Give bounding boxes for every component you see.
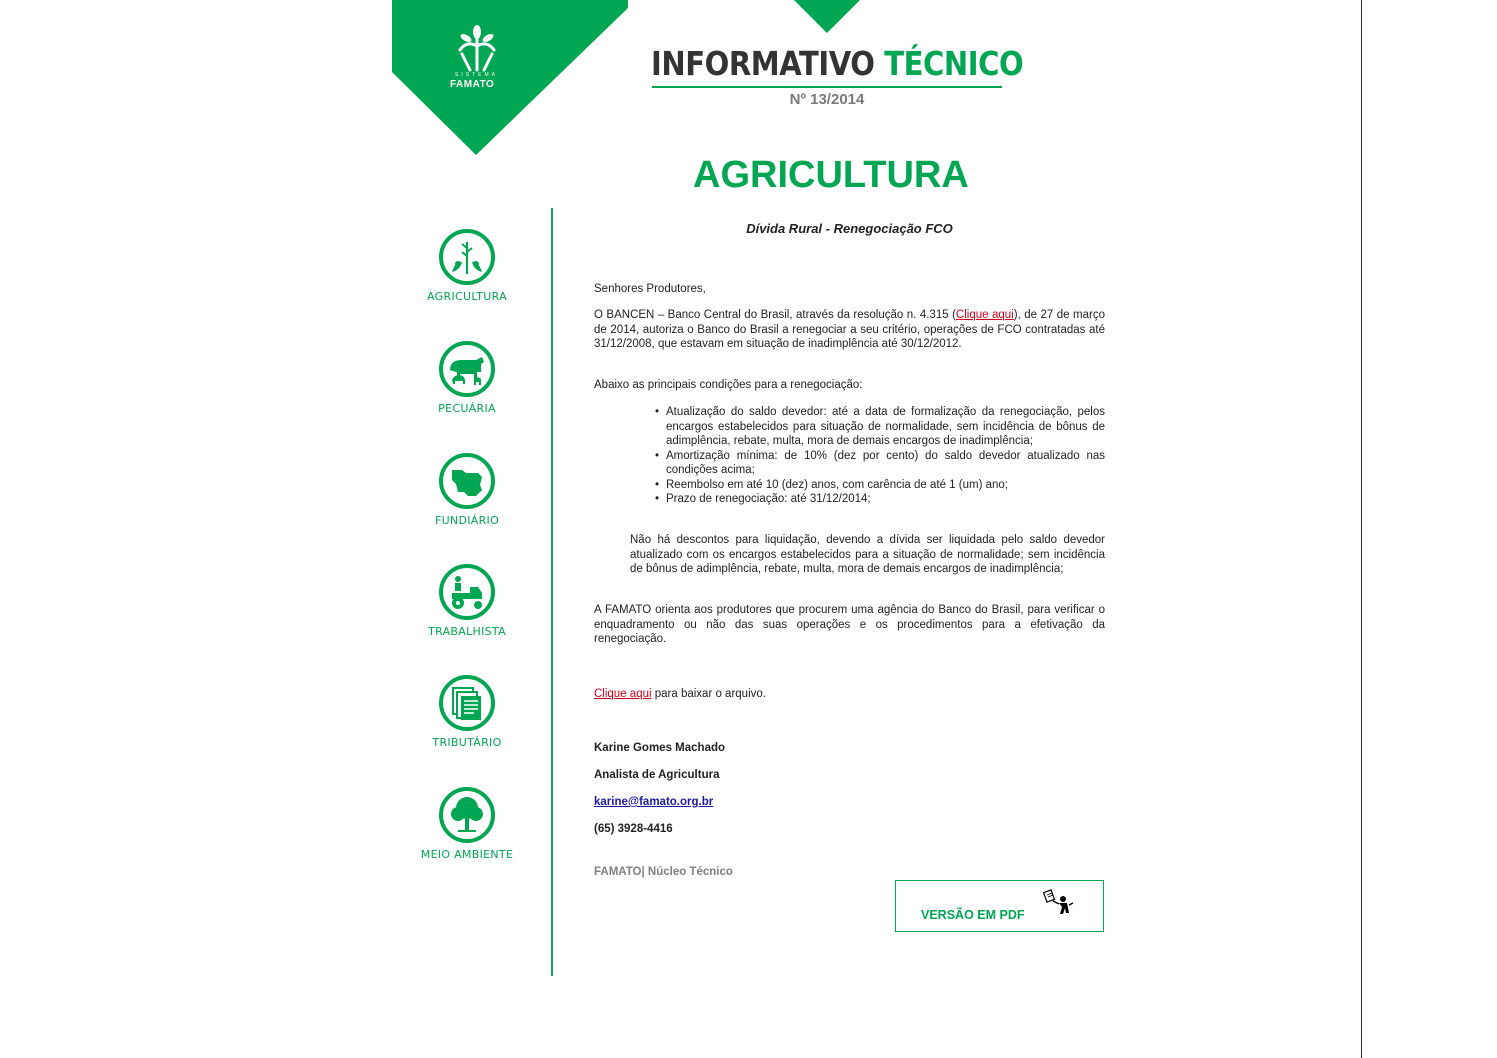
sidebar-item-label: TRABALHISTA: [428, 625, 506, 638]
list-item: • Atualização do saldo devedor: até a data de formalização da renegociação, pelos encargos estabelecidos para situação de normalidade, sem incidência de bônus de adimplência, rebate, multa, mora de demais encargos de inadimplência;: [666, 405, 1105, 449]
sidebar-item-label: TRIBUTÁRIO: [432, 736, 502, 749]
sidebar-item-label: FUNDIÁRIO: [434, 514, 500, 527]
article-subtitle: Dívida Rural - Renegociação FCO: [746, 221, 953, 236]
vertical-divider: [551, 208, 553, 976]
logo-name: FAMATO: [450, 79, 495, 90]
paragraph-no-discounts: Não há descontos para liquidação, devendo a dívida ser liquidada pelo saldo devedor atualizado com os encargos estabelecidos para a situação de normalidade; sem incidência de bônus de adimplência, rebate, multa, mora de demais encargos de inadimplência;: [630, 534, 1105, 575]
list-item: • Amortização mínima: de 10% (dez por cento) do saldo devedor atualizado nas condições acima;: [666, 449, 1105, 478]
conditions-list: [666, 405, 1105, 507]
sidebar-item-label: AGRICULTURA: [427, 290, 507, 303]
page-edge-rule: [1361, 0, 1362, 1058]
tree-icon: [438, 786, 496, 844]
sidebar-item-label: MEIO AMBIENTE: [420, 848, 514, 861]
paragraph-resolution: [594, 308, 1105, 352]
sidebar-item-tributario[interactable]: [407, 674, 527, 749]
list-item: • Reembolso em até 10 (dez) anos, com carência de até 1 (um) ano;: [666, 478, 1105, 493]
sidebar-item-label: PECUÁRIA: [438, 402, 496, 415]
logo-tagline: SISTEMA: [455, 72, 498, 78]
paragraph-resolution-text-before: O BANCEN – Banco Central do Brasil, através da resolução n. 4.315 (: [594, 309, 956, 321]
greeting: Senhores Produtores,: [594, 283, 706, 295]
map-icon: [438, 452, 496, 510]
author-role: Analista de Agricultura: [594, 769, 720, 781]
sidebar-item-agricultura[interactable]: [407, 228, 527, 303]
documents-icon: [438, 674, 496, 732]
newsletter-title: [651, 44, 1023, 83]
author-email-link[interactable]: karine@famato.org.br: [594, 796, 714, 808]
author-email-line: [594, 795, 1105, 810]
title-underline: [652, 86, 1002, 88]
pdf-version-button[interactable]: [895, 880, 1104, 932]
resolution-link[interactable]: Clique aqui: [955, 309, 1014, 321]
sidebar-item-trabalhista[interactable]: [407, 563, 527, 638]
header-notch-decoration: [794, 0, 860, 34]
download-text: para baixar o arquivo.: [651, 688, 766, 700]
person-reading-icon: [1043, 889, 1075, 919]
paragraph-resolution-text-after: ), de 27 de março de 2014, autoriza o Banco do Brasil a renegociar a seu critério, operações de FCO contratadas até 31/12/2008, que estavam em situação de inadimplência até 30/12/2012.: [594, 309, 1105, 350]
famato-logo-icon: [442, 24, 512, 74]
download-line: [594, 687, 1105, 702]
tractor-icon: [438, 563, 496, 621]
author-name: Karine Gomes Machado: [594, 742, 726, 754]
cattle-icon: [438, 340, 496, 398]
title-part-informativo: INFORMATIVO: [651, 44, 875, 83]
sidebar-item-meio-ambiente[interactable]: [407, 786, 527, 861]
paragraph-conditions-intro: Abaixo as principais condições para a renegociação:: [594, 379, 863, 391]
issue-number: Nº 13/2014: [789, 91, 865, 108]
title-part-tecnico: TÉCNICO: [884, 44, 1024, 83]
sidebar-item-fundiario[interactable]: [407, 452, 527, 527]
author-phone: (65) 3928-4416: [594, 823, 673, 835]
pdf-version-label: VERSÃO EM PDF: [921, 908, 1025, 922]
download-link[interactable]: Clique aqui: [594, 688, 652, 700]
footer-org: FAMATO| Núcleo Técnico: [594, 866, 733, 878]
list-item: • Prazo de renegociação: até 31/12/2014;: [666, 492, 1105, 507]
paragraph-guidance: A FAMATO orienta aos produtores que procurem uma agência do Banco do Brasil, para verificar o enquadramento ou não das suas operações e os procedimentos para a efetivação da renegociação.: [594, 604, 1105, 645]
section-title: AGRICULTURA: [693, 154, 969, 196]
plants-icon: [438, 228, 496, 286]
sidebar-item-pecuaria[interactable]: [407, 340, 527, 415]
